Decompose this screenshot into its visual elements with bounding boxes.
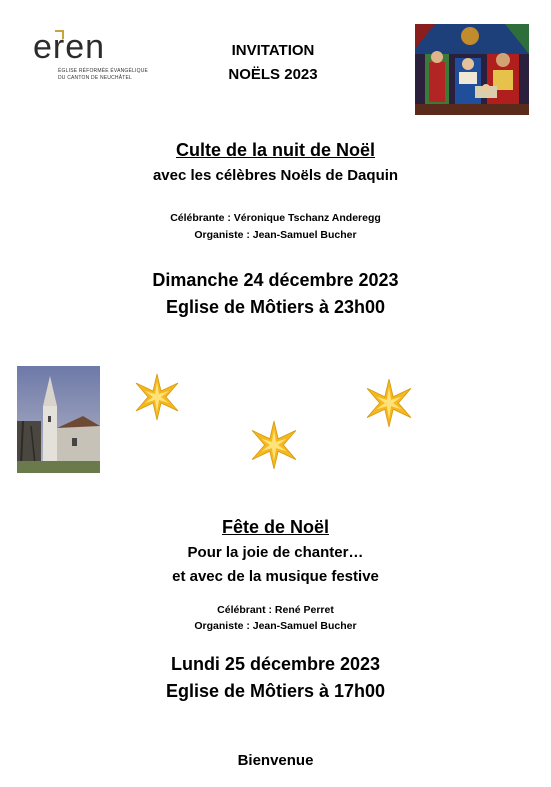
header-noels-2023: NOËLS 2023 <box>228 66 318 83</box>
event2-title: Fête de Noël <box>221 517 330 537</box>
event2-subtitle-line2: et avec de la musique festive <box>172 568 379 585</box>
star-icon <box>133 373 181 421</box>
event2-place: Eglise de Môtiers à 17h00 <box>165 681 386 701</box>
event2-date: Lundi 25 décembre 2023 <box>170 654 381 674</box>
star-icon <box>249 420 299 470</box>
eren-logo <box>33 30 153 85</box>
event2-subtitle-line1: Pour la joie de chanter… <box>187 544 364 561</box>
stained-glass-nativity-image <box>415 24 529 115</box>
logo-accent-mark <box>55 30 64 39</box>
event1-celebrant: Célébrante : Véronique Tschanz Anderegg <box>170 212 381 224</box>
star-icon <box>364 378 414 428</box>
logo-subtitle-line1: ÉGLISE RÉFORMÉE ÉVANGÉLIQUE <box>58 68 149 74</box>
event1-subtitle: avec les célèbres Noëls de Daquin <box>152 167 399 184</box>
event1-date: Dimanche 24 décembre 2023 <box>152 270 399 290</box>
church-photo <box>17 366 100 473</box>
logo-subtitle-line2: DU CANTON DE NEUCHÂTEL <box>58 75 133 81</box>
event2-celebrant: Célébrant : René Perret <box>217 604 334 616</box>
event1-title: Culte de la nuit de Noël <box>175 140 376 160</box>
welcome-text: Bienvenue <box>237 752 314 769</box>
event1-place: Eglise de Môtiers à 23h00 <box>165 297 386 317</box>
event1-organist: Organiste : Jean-Samuel Bucher <box>194 229 357 241</box>
logo-wordmark: eren <box>33 28 106 66</box>
header-invitation: INVITATION <box>231 42 315 59</box>
event2-organist: Organiste : Jean-Samuel Bucher <box>194 620 357 632</box>
